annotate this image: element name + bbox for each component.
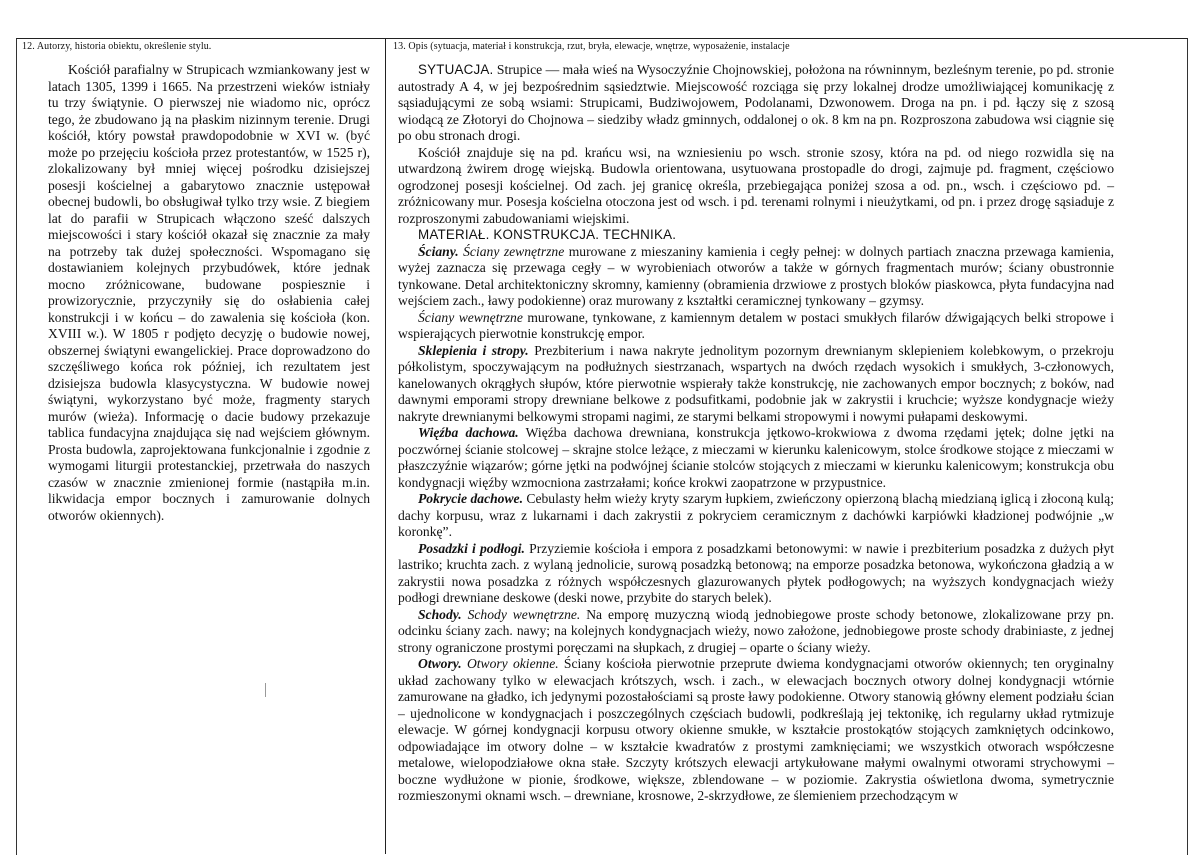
window-openings-label: Otwory okienne. (466, 656, 559, 671)
roofing-text: Cebulasty hełm wieży kryty szarym łupkiem, zwieńczony opierzoną blachą miedzianą iglicą i złoconą kulą; dachy korpusu, wraz z lukarnami i dach zakrystii z pokryciem ceramicznym z dachówki karpiówki kładzionej podwójnie „w koronkę”. (398, 491, 1114, 539)
walls-heading: Ściany. (418, 243, 459, 259)
description-column (398, 62, 1114, 805)
openings-text: Ściany kościoła pierwotnie przeprute dwiema kondygnacjami otworów okiennych; ten oryginalny układ zachowany tylko w elewacjach krótszych, wsch. i zach., w elewacjach bocznych otwory dolnej kondygnacji wtórnie zamurowane na gładko, ich jedynymi pozostałościami są proste ławy podokienne. Otwory stanowią główny element podziału ścian – ujednolicone w kondygnacjach i poszczególnych częściach budowli, podkreślają jej tektonikę, ich regularny układ rytmizuje elewacje. W górnej kondygnacji korpusu otwory okienne smukłe, w kształcie prostokątów stojących zamkniętych odcinkowo, odpowiadające im otwory dolne – w kształcie kwadratów z prostymi zamknięciami; we wszystkich otworach współczesne metalowe, wielopodziałowe okna stałe. Szczyty krótszych elewacji artykułowane małymi owalnymi otworami strychowymi – boczne wydłużone w pionie, środkowe, większe, zblendowane – w poziomie. Zakrystia oświetlona dwoma, symetrycznie rozmieszonymi oknami wsch. – drewniane, krosnowe, 2-skrzydłowe, ze ślemieniem przechodzącym w (398, 656, 1114, 803)
situation-paragraph-1 (398, 62, 1114, 145)
floors-heading: Posadzki i podłogi. (418, 540, 525, 556)
scan-mark (265, 683, 266, 697)
walls-internal-label: Ściany wewnętrzne (418, 309, 523, 325)
vaults-paragraph (398, 343, 1114, 426)
walls-external-label: Ściany zewnętrzne (463, 243, 565, 259)
section-12-header: 12. Autorzy, historia obiektu, określenie stylu. (22, 41, 212, 52)
material-heading: MATERIAŁ. KONSTRUKCJA. TECHNIKA. (418, 227, 677, 242)
walls-external-text: murowane z mieszaniny kamienia i cegły pełnej: w dolnych partiach znaczna przewaga kamienia, wyżej zaznacza się przewaga cegły – w wyrobieniach otworów a także w górnych fragmentach murów; ściany obustronnie tynkowane. Detal architektoniczny skromny, kamienny (obramienia drzwiowe z prostych bloków piaskowca, płyta fundacyjna nad wejściem zach., ławy podokienne) oraz murowany z kształtki ceramicznej tynkowany – gzymsy. (398, 243, 1114, 308)
openings-heading: Otwory. (418, 656, 462, 671)
stairs-heading: Schody. (418, 606, 462, 622)
situation-heading: SYTUACJA. (418, 62, 494, 77)
walls-paragraph-2 (398, 310, 1114, 343)
stairs-paragraph (398, 607, 1114, 657)
material-heading-line (398, 227, 1114, 244)
roofing-paragraph (398, 491, 1114, 541)
roof-truss-heading: Więźba dachowa. (418, 425, 519, 440)
walls-internal-text: murowane, tynkowane, z kamiennym detalem w postaci smukłych filarów dźwigających belki stropowe i wspierających pierwotnie konstrukcję empor. (398, 309, 1114, 341)
openings-paragraph (398, 656, 1114, 805)
history-column (48, 62, 370, 524)
roofing-heading: Pokrycie dachowe. (418, 491, 523, 506)
situation-paragraph-2 (398, 145, 1114, 228)
floors-paragraph (398, 541, 1114, 607)
floors-text: Przyziemie kościoła i empora z posadzkami betonowymi: w nawie i prezbiterium posadzka z dużych płyt lastriko; kruchta zach. z wylaną jednolicie, surową posadzką betonową; na emporze posadzka betonowa, wykończona gładzią a w zakrystii nowa posadzka z różnych współczesnych glazurowanych płytek podłogowych; na wyższych kondygnacjach wieży podłogi drewniane deskowe (deski nowe, przybite do starych belek). (398, 540, 1115, 605)
stairs-internal-label: Schody wewnętrzne. (467, 606, 581, 622)
roof-truss-paragraph (398, 425, 1114, 491)
stairs-text: Na emporę muzyczną wiodą jednobiegowe proste schody betonowe, zlokalizowane przy pn. odcinku ściany zach. nawy; na kolejnych kondygnacjach wieży, nowo założone, jednobiegowe proste schody drabiniaste, z jednej strony ograniczone prostymi poręczami na słupkach, z drugiej – oparte o ściany wieży. (398, 606, 1114, 655)
situation-text-1: Strupice — mała wieś na Wysoczyźnie Chojnowskiej, położona na równinnym, bezleśnym terenie, po pd. stronie autostrady A 4, w jej bezpośrednim sąsiedztwie. Miejscowość rozciąga się przy lokalnej drodze umożliwiającej komunikację z sąsiadującymi ze sobą wsiami: Strupicami, Budziwojowem, Podolanami, Dzwonowem. Droga na pn. i pd. łączy się z szosą wiodącą ze Złotoryi do Chojnowa – siedziby władz gminnych, oddalonej o ok. 8 km na pn. Rozproszona zabudowa wsi ciągnie się po obu stronach drogi. (398, 62, 1114, 143)
vaults-heading: Sklepienia i stropy. (418, 342, 529, 358)
situation-text-2: Kościół znajduje się na pd. krańcu wsi, na wzniesieniu po wsch. stronie szosy, która na pd. od niego rozwidla się na utwardzoną żwirem drogę wiejską. Budowla orientowana, usytuowana prostopadle do drogi, zajmuje pd. fragment, częściowo ogrodzonej posesji kościelnej. Od zach. jej granicę określa, przebiegająca poniżej szosa a od. pn., wsch. i częściowo pd. – zróżnicowany mur. Posesja kościelna otoczona jest od wsch. i pd. terenami rolnymi i nieużytkami, od pn. i przez drogę sąsiaduje z rozproszonymi zabudowaniami wiejskimi. (398, 144, 1114, 226)
history-paragraph: Kościół parafialny w Strupicach wzmiankowany jest w latach 1305, 1399 i 1665. Na przestrzeni wieków istniały tu trzy świątynie. O pierwszej nie wiadomo nic, oprócz tego, że zbudowano ją na płaskim nizinnym terenie. Drugi kościół, który powstał prawdopodobnie w XVI w. (być może po przejęciu kościoła przez protestantów, w 1525 r), zlokalizowany był mniej więcej pośrodku dzisiejszej posesji kościelnej a gabarytowo znacznie ustępował obecnej budowli, bo obsługiwał tylko trzy wsie. Z biegiem lat do parafii w Strupicach włączono sześć dalszych miejscowości i stary kościół okazał się znacznie za mały na potrzeby tak dużej społeczności. Wspomagano się dostawianiem kolejnych przybudówek, które jednak mocno zróżnicowane, budowane pospiesznie i prowizorycznie, przyczyniły się do osłabienia całej konstrukcji i w końcu – do zawalenia się kościoła (kon. XVIII w.). W 1805 r podjęto decyzję o budowie nowej, obszernej świątyni ewangelickiej. Prace doprowadzono do szczęśliwego końca rok później, ich rezultatem jest dzisiejsza budowla klasycystyczna. W budowie nowej świątyni, wykorzystano być może, fragmenty starych murów (wieża). Informację o dacie budowy przekazuje tablica fundacyjna znajdująca się nad wejściem głównym. Prosta budowla, zaprojektowana funkcjonalnie i zgodnie z wymogami liturgii protestanckiej, przetrwała do naszych czasów w znacznie zmienionej formie (nastąpiła m.in. likwidacja empor bocznych i zamurowanie dolnych otworów okiennych). (48, 62, 370, 523)
section-13-header: 13. Opis (sytuacja, materiał i konstrukcja, rzut, bryła, elewacje, wnętrze, wyposażenie, instalacje (393, 41, 790, 52)
roof-truss-text: Więźba dachowa drewniana, konstrukcja jętkowo-krokwiowa z dwoma rzędami jętek; dolne jętki na poczwórnej ścianie stolcowej – skrajne stolce leżące, z mieczami w kierunku kalenicowym, stolce środkowe stojące z mieczami w płaszczyźnie wiązarów; górne jętki na podwójnej ścianie stolców stojących z mieczami w kierunku kalenicowym; konstrukcja obu kondygnacji więźby wzmocniona zastrzałami; końce krokwi zaopatrzone w przypustnice. (398, 425, 1114, 490)
vaults-text: Prezbiterium i nawa nakryte jednolitym pozornym drewnianym sklepieniem kolebkowym, o przekroju półkolistym, spoczywającym na podłużnych siestrzanach, wspartych na dwóch rzędach wysokich i smukłych, 3-członowych, kanelowanych okrągłych słupów, które pierwotnie wspierały także konstrukcję, nie zachowanych empor bocznych; z boków, nad dawnymi emporami stropy drewniane belkowe z podsufitkami, podobnie jak w zakrystii i kruchcie; wyższe kondygnacje wieży nakryte drewnianymi belkowymi stropami nagimi, ze starymi belkami stropowymi i nowymi pułapami deskowymi. (398, 342, 1114, 424)
column-divider (385, 38, 386, 854)
walls-paragraph-1 (398, 244, 1114, 310)
